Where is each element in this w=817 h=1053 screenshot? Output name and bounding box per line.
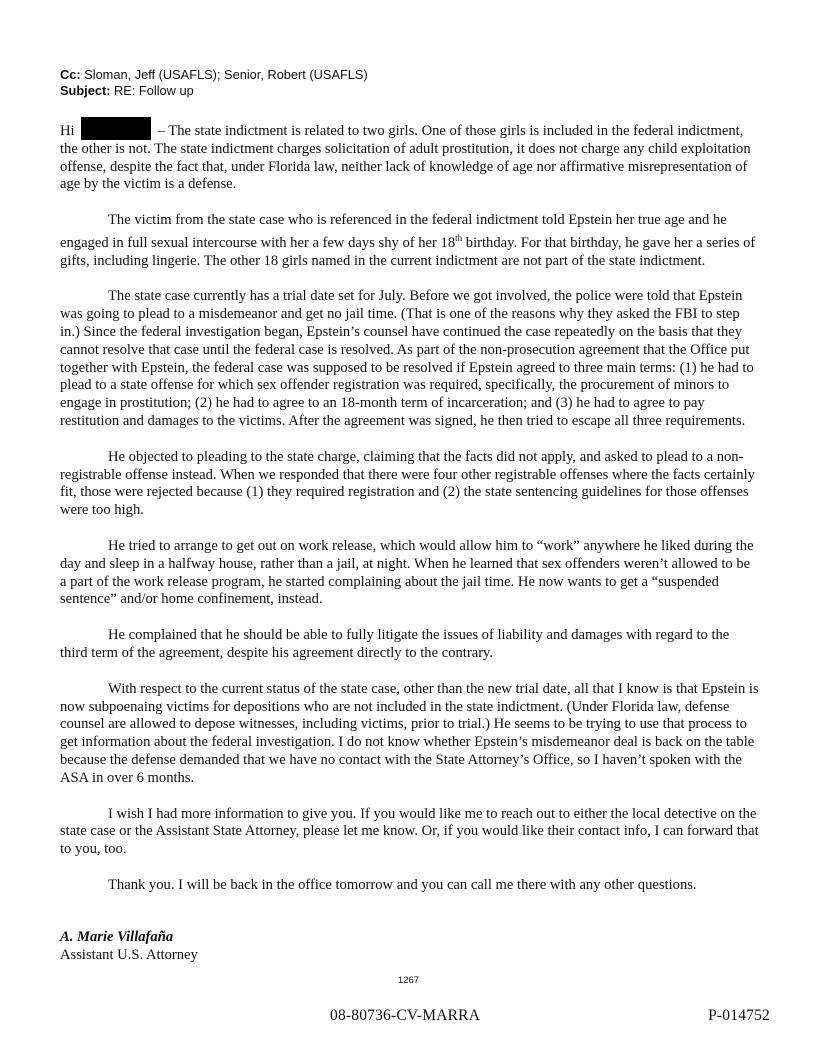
email-body <box>60 117 760 913</box>
signature-name: A. Marie Villafaña <box>60 929 174 945</box>
paragraph-5: He tried to arrange to get out on work release, which would allow him to “work” anywhere he liked during the day and sleep in a halfway house, rather than a jail, at night. When he learned that sex offenders weren’t allowed to be a part of the work release program, he started complaining about the jail time. He now wants to get a “suspended sentence” and/or home confinement, instead. <box>60 538 754 608</box>
paragraph-6: He complained that he should be able to fully litigate the issues of liability and damages with regard to the third term of the agreement, despite his agreement directly to the contrary. <box>60 627 730 661</box>
paragraph-2-text-b: birthday. For that birthday, he gave her a series of gifts, including lingerie. The other 18 girls named in the current indictment are not part of the state indictment. <box>60 234 756 269</box>
paragraph-4: He objected to pleading to the state charge, claiming that the facts did not apply, and asked to plead to a non-registrable offense instead. When we responded that there were four other registrable offenses where the facts certainly fit, those were rejected because (1) they required registration and (2) the state sentencing guidelines for those offenses were too high. <box>60 448 755 519</box>
paragraph-3: The state case currently has a trial date set for July. Before we got involved, the police were told that Epstein was going to plead to a misdemeanor and get no jail time. (That is one of the reasons why they asked the FBI to step in.) Since the federal investigation began, Epstein’s counsel have continued the case repeatedly on the basis that they cannot resolve that case until the federal case is resolved. As part of the non-prosecution agreement that the Office put together with Epstein, the federal case was supposed to be resolved if Epstein agreed to three main terms: (1) he had to plead to a state offense for which sex offender registration was required, specifically, the procurement of minors to engage in prostitution; (2) he had to agree to an 18-month term of incarceration; and (3) he had to agree to pay restitution and damages to the victims. After the agreement was signed, he then tried to escape all three requirements. <box>60 288 754 430</box>
bates-number: P-014752 <box>708 1007 770 1024</box>
paragraph-8: I wish I had more information to give you. If you would like me to reach out to either the local detective on the state case or the Assistant State Attorney, please let me know. Or, if you would like their contact info, I can forward that to you, too. <box>60 805 759 858</box>
email-header <box>60 67 800 99</box>
signature-block <box>60 928 198 964</box>
paragraph-1-text: – The state indictment is related to two girls. One of those girls is included in the federal indictment, the other is not. The state indictment charges solicitation of adult prostitution, it does not charge any child exploitation offense, despite the fact that, under Florida law, neither lack of knowledge of age nor affirmative misrepresentation of age by the victim is a defense. <box>60 123 751 193</box>
cc-value: Sloman, Jeff (USAFLS); Senior, Robert (USAFLS) <box>84 67 368 82</box>
subject-value: RE: Follow up <box>114 83 194 98</box>
ordinal-superscript: th <box>455 232 463 243</box>
paragraph-7: With respect to the current status of the state case, other than the new trial date, all that I know is that Epstein is now subpoenaing victims for depositions who are not included in the state indictment. (Under Florida law, defense counsel are allowed to depose witnesses, including victims, prior to trial.) He seems to be trying to use that process to get information about the federal investigation. I do not know whether Epstein’s misdemeanor deal is back on the table because the defense demanded that we have no contact with the State Attorney’s Office, so I haven’t spoken with the ASA in over 6 months. <box>60 680 759 786</box>
case-number: 08-80736-CV-MARRA <box>330 1007 481 1024</box>
subject-label: Subject: <box>60 83 111 98</box>
subject-line <box>60 83 800 99</box>
paragraph-9: Thank you. I will be back in the office tomorrow and you can call me there with any other questions. <box>108 876 697 893</box>
paragraph-1 <box>60 117 760 194</box>
paragraph-2 <box>60 212 760 270</box>
cc-line <box>60 67 800 83</box>
redaction-box <box>81 117 151 140</box>
paragraph-2-text-a: The victim from the state case who is referenced in the federal indictment told Epstein her true age and he engaged in full sexual intercourse with her a few days shy of her 18 <box>60 212 727 251</box>
signature-title: Assistant U.S. Attorney <box>60 947 198 963</box>
page-number: 1267 <box>397 975 420 986</box>
greeting: Hi <box>60 123 75 139</box>
cc-label: Cc: <box>60 67 81 82</box>
